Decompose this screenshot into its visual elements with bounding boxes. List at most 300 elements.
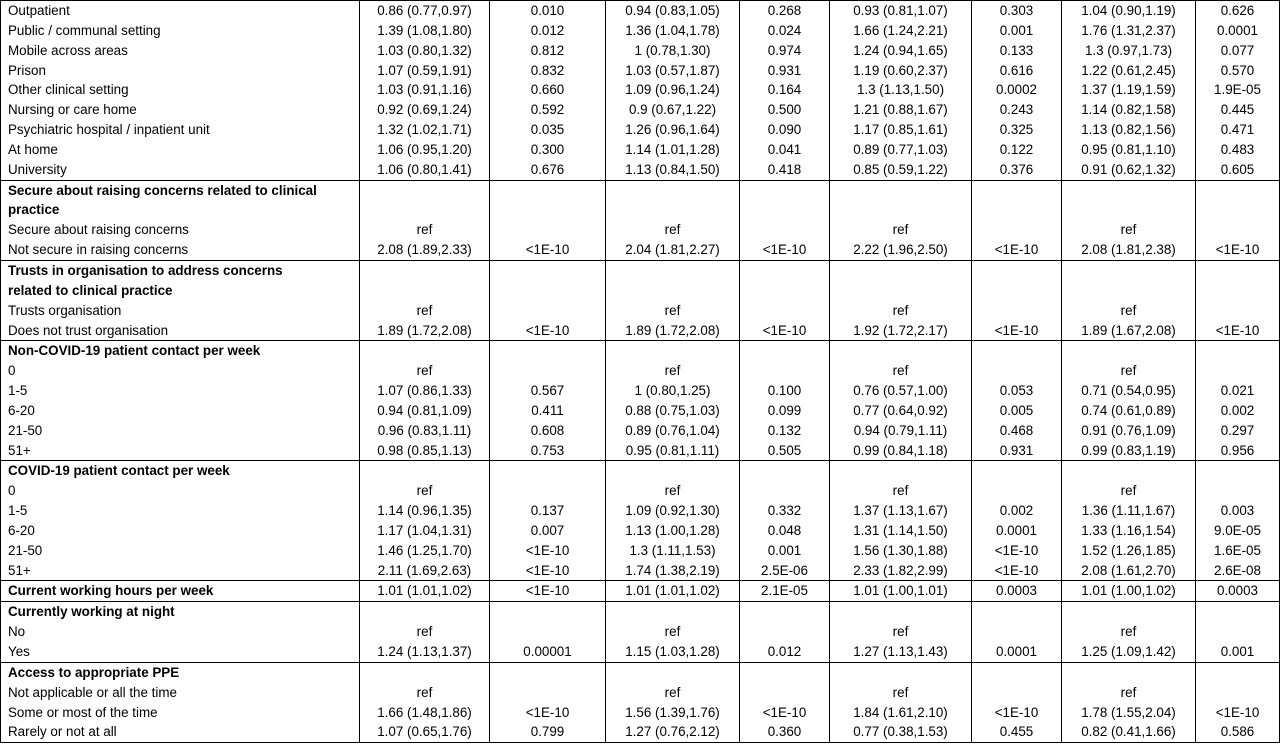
table-row <box>1 100 1280 120</box>
estimate-cell: 1.76 (1.31,2.37) <box>1062 21 1196 41</box>
table-row <box>1 622 1280 642</box>
p-value-cell: 0.002 <box>972 501 1062 521</box>
p-value-cell: 0.122 <box>972 140 1062 160</box>
estimate-cell: 2.33 (1.82,2.99) <box>830 561 972 581</box>
estimate-cell: 1.01 (1.01,1.02) <box>606 581 740 602</box>
row-label: Current working hours per week <box>1 581 360 602</box>
p-value-cell <box>972 461 1062 481</box>
p-value-cell: 0.268 <box>740 1 830 21</box>
p-value-cell <box>490 341 606 361</box>
estimate-cell: 1.07 (0.59,1.91) <box>360 61 490 81</box>
table-row <box>1 401 1280 421</box>
p-value-cell <box>740 220 830 240</box>
table-row <box>1 703 1280 723</box>
p-value-cell: <1E-10 <box>972 240 1062 260</box>
p-value-cell <box>972 361 1062 381</box>
p-value-cell: 0.360 <box>740 722 830 742</box>
estimate-cell: 1.39 (1.08,1.80) <box>360 21 490 41</box>
estimate-cell: ref <box>1062 481 1196 501</box>
estimate-cell: 1.13 (0.84,1.50) <box>606 160 740 180</box>
p-value-cell: 1.9E-05 <box>1196 80 1280 100</box>
estimate-cell: 0.93 (0.81,1.07) <box>830 1 972 21</box>
p-value-cell <box>740 622 830 642</box>
estimate-cell <box>606 662 740 682</box>
row-label: Some or most of the time <box>1 703 360 723</box>
row-label: At home <box>1 140 360 160</box>
estimate-cell <box>606 341 740 361</box>
p-value-cell <box>1196 481 1280 501</box>
table-section-header-row <box>1 180 1280 200</box>
estimate-cell: 1.92 (1.72,2.17) <box>830 321 972 341</box>
p-value-cell: 0.325 <box>972 120 1062 140</box>
p-value-cell <box>740 361 830 381</box>
estimate-cell: 1.74 (1.38,2.19) <box>606 561 740 581</box>
estimate-cell: 2.22 (1.96,2.50) <box>830 240 972 260</box>
estimate-cell <box>360 260 490 280</box>
estimate-cell: 1.66 (1.48,1.86) <box>360 703 490 723</box>
estimate-cell: 0.71 (0.54,0.95) <box>1062 381 1196 401</box>
row-label: University <box>1 160 360 180</box>
p-value-cell <box>1196 461 1280 481</box>
p-value-cell <box>972 622 1062 642</box>
p-value-cell: 0.133 <box>972 41 1062 61</box>
p-value-cell: 0.974 <box>740 41 830 61</box>
p-value-cell <box>1196 301 1280 321</box>
estimate-cell: 0.94 (0.79,1.11) <box>830 421 972 441</box>
p-value-cell: 0.0001 <box>972 642 1062 662</box>
table-row <box>1 642 1280 662</box>
row-label: COVID-19 patient contact per week <box>1 461 360 481</box>
estimate-cell: 0.86 (0.77,0.97) <box>360 1 490 21</box>
p-value-cell: 2.5E-06 <box>740 561 830 581</box>
table-row <box>1 220 1280 240</box>
p-value-cell: 0.418 <box>740 160 830 180</box>
table-section-header-row <box>1 200 1280 220</box>
p-value-cell: 0.500 <box>740 100 830 120</box>
table-row <box>1 441 1280 461</box>
p-value-cell: 0.090 <box>740 120 830 140</box>
p-value-cell: 0.035 <box>490 120 606 140</box>
p-value-cell <box>490 461 606 481</box>
estimate-cell <box>1062 281 1196 301</box>
estimate-cell: ref <box>360 220 490 240</box>
p-value-cell <box>740 602 830 622</box>
row-label: Non-COVID-19 patient contact per week <box>1 341 360 361</box>
p-value-cell <box>1196 220 1280 240</box>
p-value-cell <box>740 662 830 682</box>
p-value-cell: 0.931 <box>972 441 1062 461</box>
estimate-cell: 1.22 (0.61,2.45) <box>1062 61 1196 81</box>
p-value-cell: 0.041 <box>740 140 830 160</box>
p-value-cell <box>972 260 1062 280</box>
estimate-cell: 1.07 (0.65,1.76) <box>360 722 490 742</box>
p-value-cell: 0.001 <box>740 541 830 561</box>
estimate-cell: ref <box>360 683 490 703</box>
p-value-cell <box>490 180 606 200</box>
p-value-cell <box>740 683 830 703</box>
estimate-cell: 1.07 (0.86,1.33) <box>360 381 490 401</box>
estimate-cell: 0.94 (0.81,1.09) <box>360 401 490 421</box>
p-value-cell: 0.021 <box>1196 381 1280 401</box>
estimate-cell: ref <box>830 683 972 703</box>
table-section-header-row <box>1 260 1280 280</box>
p-value-cell: <1E-10 <box>490 321 606 341</box>
estimate-cell: ref <box>606 481 740 501</box>
p-value-cell: 0.832 <box>490 61 606 81</box>
row-label: 51+ <box>1 441 360 461</box>
estimate-cell: 1.14 (0.96,1.35) <box>360 501 490 521</box>
p-value-cell: 0.0001 <box>972 521 1062 541</box>
p-value-cell: 0.931 <box>740 61 830 81</box>
estimate-cell: 0.99 (0.84,1.18) <box>830 441 972 461</box>
p-value-cell: <1E-10 <box>740 321 830 341</box>
estimate-cell: 1.14 (1.01,1.28) <box>606 140 740 160</box>
estimate-cell: 0.96 (0.83,1.11) <box>360 421 490 441</box>
table-section-header-row <box>1 341 1280 361</box>
estimate-cell <box>360 602 490 622</box>
p-value-cell <box>490 361 606 381</box>
row-label: 0 <box>1 361 360 381</box>
p-value-cell: 0.592 <box>490 100 606 120</box>
estimate-cell: 1.21 (0.88,1.67) <box>830 100 972 120</box>
row-label: Not secure in raising concerns <box>1 240 360 260</box>
estimate-cell: 1.27 (1.13,1.43) <box>830 642 972 662</box>
p-value-cell: 0.505 <box>740 441 830 461</box>
estimate-cell: 1.09 (0.96,1.24) <box>606 80 740 100</box>
p-value-cell: 0.164 <box>740 80 830 100</box>
estimate-cell <box>830 281 972 301</box>
p-value-cell: 0.753 <box>490 441 606 461</box>
p-value-cell: 0.468 <box>972 421 1062 441</box>
row-label: practice <box>1 200 360 220</box>
estimate-cell: 1.3 (0.97,1.73) <box>1062 41 1196 61</box>
p-value-cell: <1E-10 <box>490 561 606 581</box>
p-value-cell: <1E-10 <box>1196 321 1280 341</box>
estimate-cell <box>360 461 490 481</box>
p-value-cell: 2.6E-08 <box>1196 561 1280 581</box>
estimate-cell: 1.89 (1.67,2.08) <box>1062 321 1196 341</box>
p-value-cell: 0.626 <box>1196 1 1280 21</box>
p-value-cell <box>490 260 606 280</box>
p-value-cell <box>740 301 830 321</box>
p-value-cell: <1E-10 <box>740 703 830 723</box>
row-label: 1-5 <box>1 381 360 401</box>
p-value-cell: 0.676 <box>490 160 606 180</box>
p-value-cell: 0.132 <box>740 421 830 441</box>
p-value-cell <box>490 662 606 682</box>
p-value-cell <box>740 180 830 200</box>
row-label: Secure about raising concerns <box>1 220 360 240</box>
p-value-cell <box>972 662 1062 682</box>
estimate-cell: 0.82 (0.41,1.66) <box>1062 722 1196 742</box>
table-row <box>1 561 1280 581</box>
estimate-cell: ref <box>830 220 972 240</box>
estimate-cell: 2.11 (1.69,2.63) <box>360 561 490 581</box>
estimate-cell: 0.89 (0.76,1.04) <box>606 421 740 441</box>
estimate-cell: 0.9 (0.67,1.22) <box>606 100 740 120</box>
p-value-cell <box>1196 622 1280 642</box>
p-value-cell: <1E-10 <box>972 321 1062 341</box>
estimate-cell: 1.06 (0.80,1.41) <box>360 160 490 180</box>
row-label: Currently working at night <box>1 602 360 622</box>
estimate-cell: 1.37 (1.13,1.67) <box>830 501 972 521</box>
estimate-cell: 0.91 (0.62,1.32) <box>1062 160 1196 180</box>
estimate-cell <box>606 461 740 481</box>
p-value-cell: 0.812 <box>490 41 606 61</box>
p-value-cell: 1.6E-05 <box>1196 541 1280 561</box>
p-value-cell: 0.002 <box>1196 401 1280 421</box>
p-value-cell: 0.616 <box>972 61 1062 81</box>
estimate-cell: 1.03 (0.80,1.32) <box>360 41 490 61</box>
p-value-cell <box>972 200 1062 220</box>
p-value-cell: 0.586 <box>1196 722 1280 742</box>
p-value-cell <box>972 341 1062 361</box>
p-value-cell: <1E-10 <box>490 240 606 260</box>
estimate-cell <box>360 662 490 682</box>
table-row <box>1 240 1280 260</box>
estimate-cell: ref <box>360 481 490 501</box>
estimate-cell <box>606 180 740 200</box>
p-value-cell <box>1196 200 1280 220</box>
estimate-cell: 0.88 (0.75,1.03) <box>606 401 740 421</box>
estimate-cell: ref <box>1062 622 1196 642</box>
row-label: Psychiatric hospital / inpatient unit <box>1 120 360 140</box>
row-label: 51+ <box>1 561 360 581</box>
estimate-cell <box>606 200 740 220</box>
p-value-cell: 0.0001 <box>1196 21 1280 41</box>
estimate-cell <box>1062 260 1196 280</box>
estimate-cell: ref <box>360 622 490 642</box>
table-section-header-row <box>1 602 1280 622</box>
estimate-cell: 0.85 (0.59,1.22) <box>830 160 972 180</box>
estimate-cell <box>1062 662 1196 682</box>
table-row <box>1 361 1280 381</box>
p-value-cell: 0.471 <box>1196 120 1280 140</box>
estimate-cell <box>830 260 972 280</box>
estimate-cell <box>830 200 972 220</box>
p-value-cell <box>740 481 830 501</box>
p-value-cell: 0.300 <box>490 140 606 160</box>
p-value-cell: 0.956 <box>1196 441 1280 461</box>
estimate-cell: ref <box>606 361 740 381</box>
p-value-cell: 0.608 <box>490 421 606 441</box>
p-value-cell: 0.567 <box>490 381 606 401</box>
estimate-cell: 1.56 (1.39,1.76) <box>606 703 740 723</box>
estimate-cell <box>830 341 972 361</box>
p-value-cell <box>490 301 606 321</box>
row-label: Other clinical setting <box>1 80 360 100</box>
p-value-cell <box>972 481 1062 501</box>
estimate-cell: ref <box>830 361 972 381</box>
p-value-cell: 9.0E-05 <box>1196 521 1280 541</box>
row-label: Not applicable or all the time <box>1 683 360 703</box>
p-value-cell: 0.376 <box>972 160 1062 180</box>
table-row <box>1 381 1280 401</box>
row-label: Access to appropriate PPE <box>1 662 360 682</box>
estimate-cell <box>360 180 490 200</box>
p-value-cell <box>1196 180 1280 200</box>
p-value-cell: 0.005 <box>972 401 1062 421</box>
estimate-cell: 1.31 (1.14,1.50) <box>830 521 972 541</box>
estimate-cell: 1 (0.78,1.30) <box>606 41 740 61</box>
estimate-cell: 1.84 (1.61,2.10) <box>830 703 972 723</box>
p-value-cell: <1E-10 <box>490 703 606 723</box>
estimate-cell: 1.52 (1.26,1.85) <box>1062 541 1196 561</box>
table-row <box>1 321 1280 341</box>
estimate-cell <box>1062 461 1196 481</box>
row-label: Trusts in organisation to address concerns <box>1 260 360 280</box>
p-value-cell <box>1196 602 1280 622</box>
estimate-cell: 1.56 (1.30,1.88) <box>830 541 972 561</box>
estimate-cell: 1.06 (0.95,1.20) <box>360 140 490 160</box>
estimate-cell: 1.3 (1.13,1.50) <box>830 80 972 100</box>
row-label: Public / communal setting <box>1 21 360 41</box>
table-section-header-row <box>1 581 1280 602</box>
estimate-cell: 1.36 (1.11,1.67) <box>1062 501 1196 521</box>
table-row <box>1 80 1280 100</box>
estimate-cell: 1.01 (1.00,1.01) <box>830 581 972 602</box>
estimate-cell: 1 (0.80,1.25) <box>606 381 740 401</box>
estimate-cell: 1.27 (0.76,2.12) <box>606 722 740 742</box>
p-value-cell <box>1196 361 1280 381</box>
estimate-cell: 1.89 (1.72,2.08) <box>360 321 490 341</box>
row-label: 1-5 <box>1 501 360 521</box>
estimate-cell: ref <box>606 622 740 642</box>
estimate-cell: 1.37 (1.19,1.59) <box>1062 80 1196 100</box>
row-label: Does not trust organisation <box>1 321 360 341</box>
p-value-cell <box>1196 683 1280 703</box>
p-value-cell: 0.099 <box>740 401 830 421</box>
table-row <box>1 521 1280 541</box>
estimate-cell <box>606 260 740 280</box>
estimate-cell: ref <box>606 220 740 240</box>
row-label: Secure about raising concerns related to clinical <box>1 180 360 200</box>
p-value-cell: 0.411 <box>490 401 606 421</box>
estimate-cell: 0.95 (0.81,1.11) <box>606 441 740 461</box>
p-value-cell <box>490 602 606 622</box>
table-row <box>1 21 1280 41</box>
p-value-cell <box>490 220 606 240</box>
table-row <box>1 41 1280 61</box>
estimate-cell: 1.24 (1.13,1.37) <box>360 642 490 662</box>
estimate-cell: 0.77 (0.64,0.92) <box>830 401 972 421</box>
p-value-cell: <1E-10 <box>972 561 1062 581</box>
row-label: Yes <box>1 642 360 662</box>
p-value-cell: 0.077 <box>1196 41 1280 61</box>
p-value-cell: 0.243 <box>972 100 1062 120</box>
estimate-cell: 1.01 (1.00,1.02) <box>1062 581 1196 602</box>
estimate-cell: ref <box>1062 301 1196 321</box>
p-value-cell: 0.0003 <box>1196 581 1280 602</box>
p-value-cell <box>490 200 606 220</box>
estimate-cell: ref <box>830 301 972 321</box>
p-value-cell: 0.483 <box>1196 140 1280 160</box>
row-label: Prison <box>1 61 360 81</box>
p-value-cell: 0.570 <box>1196 61 1280 81</box>
estimate-cell <box>1062 602 1196 622</box>
table-row <box>1 120 1280 140</box>
row-label: 21-50 <box>1 541 360 561</box>
row-label: Mobile across areas <box>1 41 360 61</box>
estimate-cell <box>360 341 490 361</box>
estimate-cell: 1.13 (1.00,1.28) <box>606 521 740 541</box>
p-value-cell: 0.137 <box>490 501 606 521</box>
estimate-cell: ref <box>1062 220 1196 240</box>
results-table-body <box>1 1 1280 743</box>
p-value-cell <box>1196 662 1280 682</box>
p-value-cell <box>490 622 606 642</box>
row-label: No <box>1 622 360 642</box>
estimate-cell: 1.09 (0.92,1.30) <box>606 501 740 521</box>
p-value-cell: 0.303 <box>972 1 1062 21</box>
estimate-cell: 1.19 (0.60,2.37) <box>830 61 972 81</box>
table-row <box>1 140 1280 160</box>
estimate-cell <box>360 281 490 301</box>
p-value-cell: 0.799 <box>490 722 606 742</box>
p-value-cell: 0.0002 <box>972 80 1062 100</box>
estimate-cell: ref <box>606 301 740 321</box>
estimate-cell: 0.98 (0.85,1.13) <box>360 441 490 461</box>
p-value-cell: 0.010 <box>490 1 606 21</box>
p-value-cell: 0.012 <box>740 642 830 662</box>
p-value-cell: 0.007 <box>490 521 606 541</box>
estimate-cell <box>830 602 972 622</box>
estimate-cell: 0.77 (0.38,1.53) <box>830 722 972 742</box>
estimate-cell: 1.26 (0.96,1.64) <box>606 120 740 140</box>
estimate-cell <box>830 662 972 682</box>
estimate-cell: 1.03 (0.91,1.16) <box>360 80 490 100</box>
estimate-cell: ref <box>830 622 972 642</box>
p-value-cell <box>490 481 606 501</box>
table-row <box>1 481 1280 501</box>
table-row <box>1 541 1280 561</box>
p-value-cell: 0.332 <box>740 501 830 521</box>
estimate-cell: ref <box>830 481 972 501</box>
estimate-cell: 0.89 (0.77,1.03) <box>830 140 972 160</box>
p-value-cell: 0.001 <box>1196 642 1280 662</box>
estimate-cell: ref <box>1062 683 1196 703</box>
estimate-cell: ref <box>360 301 490 321</box>
estimate-cell: 2.08 (1.61,2.70) <box>1062 561 1196 581</box>
estimate-cell: 1.3 (1.11,1.53) <box>606 541 740 561</box>
p-value-cell <box>972 220 1062 240</box>
p-value-cell: 0.048 <box>740 521 830 541</box>
table-row <box>1 501 1280 521</box>
row-label: related to clinical practice <box>1 281 360 301</box>
estimate-cell: 0.74 (0.61,0.89) <box>1062 401 1196 421</box>
p-value-cell: 0.053 <box>972 381 1062 401</box>
estimate-cell <box>1062 200 1196 220</box>
estimate-cell: 1.04 (0.90,1.19) <box>1062 1 1196 21</box>
estimate-cell: 1.13 (0.82,1.56) <box>1062 120 1196 140</box>
estimate-cell: ref <box>360 361 490 381</box>
p-value-cell: 2.1E-05 <box>740 581 830 602</box>
table-row <box>1 722 1280 742</box>
p-value-cell: <1E-10 <box>972 703 1062 723</box>
p-value-cell <box>1196 341 1280 361</box>
estimate-cell <box>830 180 972 200</box>
estimate-cell <box>1062 341 1196 361</box>
estimate-cell <box>606 602 740 622</box>
table-row <box>1 421 1280 441</box>
p-value-cell <box>972 602 1062 622</box>
row-label: Rarely or not at all <box>1 722 360 742</box>
p-value-cell: 0.605 <box>1196 160 1280 180</box>
p-value-cell <box>972 301 1062 321</box>
p-value-cell <box>740 461 830 481</box>
estimate-cell: 1.46 (1.25,1.70) <box>360 541 490 561</box>
estimate-cell: 1.01 (1.01,1.02) <box>360 581 490 602</box>
